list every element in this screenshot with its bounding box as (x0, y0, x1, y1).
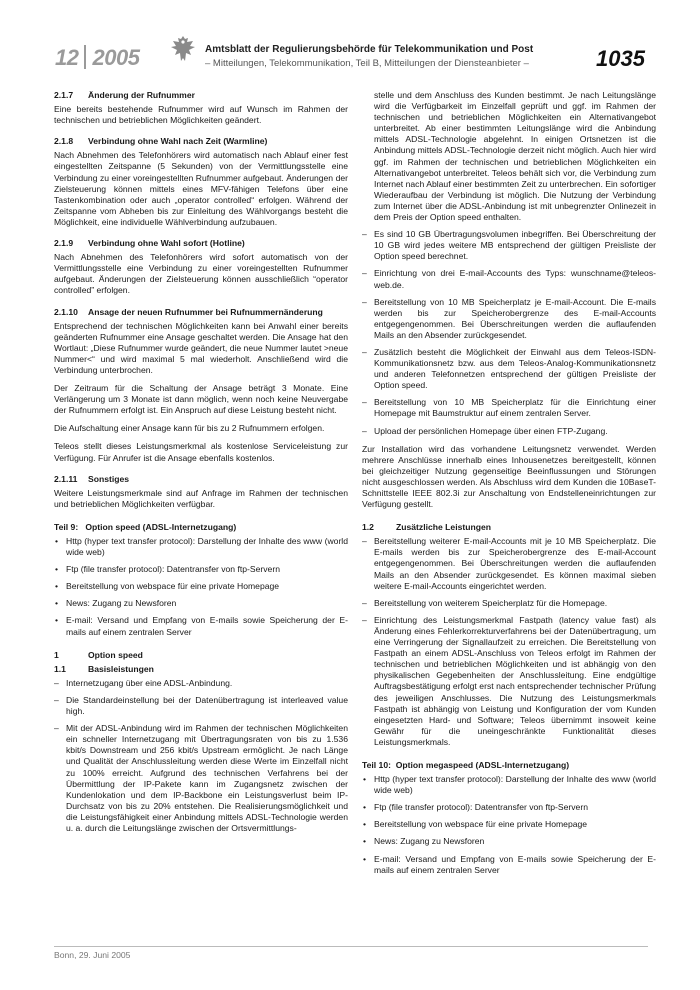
list-item: – Bereitstellung von 10 MB Speicherplatz je E-mail-Account. Die E-mails werden bis zur Speicherobergrenze des E-mail-Accounts entgegengenommen. Bei Überschreitungen werden die auflaufenden Mails an den Absender zurückgesendet. (362, 297, 656, 341)
list-item: • Bereitstellung von webspace für eine private Homepage (362, 819, 656, 830)
list-item: – Internetzugang über eine ADSL-Anbindung. (54, 678, 348, 689)
list-item: – Bereitstellung von 10 MB Speicherplatz für die Einrichtung einer Homepage mit Baumstruktur auf einem zentralen Server. (362, 397, 656, 419)
dash-list (54, 678, 348, 834)
issue-label (55, 45, 139, 71)
section-heading: 2.1.11 Sonstiges (54, 473, 130, 484)
list-item: – Die Standardeinstellung bei der Datenübertragung ist interleaved value high. (54, 695, 348, 717)
list-item: • News: Zugang zu Newsforen (54, 598, 348, 609)
list-item: – Es sind 10 GB Übertragungsvolumen inbegriffen. Bei Überschreitung der 10 GB wird jedes weitere MB entsprechend der gültigen Preisliste der Option speed berechnet. (362, 229, 656, 262)
list-item: • Http (hyper text transfer protocol): Darstellung der Inhalte des www (world wide web) (54, 536, 348, 558)
publication-title: Amtsblatt der Regulierungsbehörde für Telekommunikation und Post (205, 44, 534, 55)
page-number: 1035 (596, 46, 645, 71)
paragraph: Zur Installation wird das vorhandene Leitungsnetz verwendet. Werden mehrere Anschlüsse innerhalb eines Inhousenetzes bereitgestellt, können bei gleichzeitiger Nutzung gegenseitige Beeinflussungen und Störungen nicht ausgeschlossen werden. Als Abschluss wird dem Kunden die 10BaseT-Schnittstelle IEEE 802.3i zur Anschaltung von Endstelleneinrichtungen zur Verfügung gestellt. (362, 443, 656, 510)
paragraph: Der Zeitraum für die Schaltung der Ansage beträgt 3 Monate. Eine Verlängerung um 3 Monate ist dann möglich, wenn noch keine Neuvergabe der Rufnummern erfolgt ist. Ein Anspruch auf diese Leistung besteht nicht. (54, 383, 348, 416)
list-item: – Upload der persönlichen Homepage über einen FTP-Zugang. (362, 426, 656, 437)
part-heading: Teil 9: Option speed (ADSL-Internetzugang) (54, 521, 237, 532)
list-item: • Ftp (file transfer protocol): Datentransfer von ftp-Servern (54, 564, 348, 575)
paragraph: Nach Abnehmen des Telefonhörers wird sofort automatisch von der Vermittlungsstelle eine Verbindung zu einer voreingestellten Rufnummer aufgebaut. Änderungen der Zielsteuerung können ausschließlich “operator controlled” erfolgen. (54, 252, 348, 296)
bullet-list (362, 774, 656, 876)
bullet-list (54, 536, 348, 638)
section-heading: 2.1.9 Verbindung ohne Wahl sofort (Hotline) (54, 238, 245, 249)
section-heading: 2.1.10 Ansage der neuen Rufnummer bei Rufnummernänderung (54, 306, 323, 317)
list-item: – Einrichtung von drei E-mail-Accounts des Typs: wunschname@teleos-web.de. (362, 268, 656, 290)
paragraph: Weitere Leistungsmerkmale sind auf Anfrage im Rahmen der technischen und betrieblichen Möglichkeiten verfügbar. (54, 487, 348, 509)
paragraph: Entsprechend der technischen Möglichkeiten kann bei Anwahl einer bereits geänderten Rufnummer eine Ansage geschaltet werden. Die Ansage hat den Wortlaut: „Diese Rufnummer wurde geändert, die neue Nummer lautet >neue Nummer<“ und wird maximal 5 mal wiederholt. Anschließend wird die Verbindung unterbrochen. (54, 320, 348, 375)
issue-year: 2005 (92, 45, 140, 70)
paragraph: Teleos stellt dieses Leistungsmerkmal als kostenlose Serviceleistung zur Verfügung. Für Anrufer ist die Ansage ebenfalls kostenlos. (54, 441, 348, 463)
section-heading: 1 Option speed (54, 649, 143, 660)
section-heading: 2.1.7 Änderung der Rufnummer (54, 90, 195, 100)
publication-subtitle: – Mitteilungen, Telekommunikation, Teil B, Mitteilungen der Diensteanbieter – (205, 58, 529, 69)
part-heading: Teil 10: Option megaspeed (ADSL-Internetzugang) (362, 759, 570, 770)
list-item: • Bereitstellung von webspace für eine private Homepage (54, 581, 348, 592)
paragraph: Nach Abnehmen des Telefonhörers wird automatisch nach Ablauf einer fest eingestellten Zeitspanne (5 Sekunden) von der Vermittlungsstelle eine Verbindung zu einer voreingestellten Rufnummer aufgebaut. Änderungen der Zielsteuerung können mittels eines MFV-fähigen Telefons über eine Tastenkombination oder auch „operator controlled“ erfolgen. Während der Zeitspanne vom Abheben bis zur Einleitung des Wählvorgangs besteht die Möglichkeit, eine individuelle Wählverbindung aufzubauen. (54, 150, 348, 227)
list-item: – Bereitstellung weiterer E-mail-Accounts mit je 10 MB Speicherplatz. Die E-mails werden bis zur Speicherobergrenze des E-mail-Account entgegengenommen. Bei Überschreitungen werden die auflaufenden Mails an den Absender zurückgesendet. Es können maximal sieben weitere E-mail-Accounts eingerichtet werden. (362, 536, 656, 591)
section-heading: 2.1.8 Verbindung ohne Wahl nach Zeit (Warmline) (54, 136, 268, 147)
list-item: • E-mail: Versand und Empfang von E-mails sowie Speicherung der E-mails auf einem zentralen Server (54, 615, 348, 637)
federal-eagle-icon (170, 34, 196, 64)
list-item: • E-mail: Versand und Empfang von E-mails sowie Speicherung der E-mails auf einem zentralen Server (362, 854, 656, 876)
issue-separator (84, 45, 86, 69)
list-item: • News: Zugang zu Newsforen (362, 836, 656, 847)
paragraph: Eine bereits bestehende Rufnummer wird auf Wunsch im Rahmen der technischen und betrieblichen Möglichkeiten geändert. (54, 104, 348, 126)
issue-number: 12 (55, 45, 79, 70)
list-item: – Bereitstellung von weiterem Speicherplatz für die Homepage. (362, 598, 656, 609)
dash-list (362, 536, 656, 748)
section-heading: 1.2 Zusätzliche Leistungen (362, 522, 492, 533)
footer-date: Bonn, 29. Juni 2005 (54, 950, 131, 960)
section-heading: 1.1 Basisleistungen (54, 663, 154, 674)
left-column (54, 90, 348, 841)
list-item: • Http (hyper text transfer protocol): Darstellung der Inhalte des www (world wide web) (362, 774, 656, 796)
footer-divider (54, 946, 648, 947)
page-header (0, 0, 700, 80)
paragraph: Die Aufschaltung einer Ansage kann für bis zu 2 Rufnummern erfolgen. (54, 423, 325, 434)
list-item: – Mit der ADSL-Anbindung wird im Rahmen der technischen Möglichkeiten ein schneller Internetzugang mit Übertragungsraten von bis zu 1.536 kbit/s Downstream und 256 kbit/s Upstream ermöglicht. Je nach Länge und Qualität der Anschlussleitung werden diese Werte im Einzelfall nicht zu 100% erreicht. Aufgrund des technischen Verfahrens bei der Übermittlung der IP-Pakete kann im Zugangsnetz zwischen der Kundenlokation und dem IP-Backbone ein Leistungsverlust beim IP-Durchsatz von bis zu 20% entstehen. Die Realisierungsmöglichkeit und die Leistungsfähigkeit einer Anbindung mittels ADSL-Technologie werden u. a. durch die Leitungslänge zwischen der Ortsvermittlungs- (54, 723, 348, 834)
right-column (362, 90, 656, 883)
list-item: • Ftp (file transfer protocol): Datentransfer von ftp-Servern (362, 802, 656, 813)
list-item: – Zusätzlich besteht die Möglichkeit der Einwahl aus dem Teleos-ISDN-Kommunikationsnetz bzw. aus dem Teleos-Analog-Kommunikationsnetz und anderen Telefonnetzen entsprechend der gültigen Preisliste der Option speed. (362, 347, 656, 391)
dash-list (362, 90, 656, 437)
list-item: – Einrichtung des Leistungsmerkmal Fastpath (latency value fast) als Änderung eines Fehlerkorrekturverfahrens bei der Datenübertragung, um eine Verringerung der Signallaufzeit zu erreichen. Die Bereitstellung von Fastpath an einem ADSL-Anschluss von Teleos erfolgt im Rahmen der technischen und betrieblichen Möglichkeiten und ist abhängig von den physikalischen Gegebenheiten der Anschlussleitung. Eine endgültige Auftragsbestätigung erfolgt erst nach entsprechender technischer Prüfung des jeweiligen Anschlusses. Die Nutzung des Leistungsmerkmals Fastpath ist abhängig von Leistung und Konfiguration der vom Kunden eingesetzten Hard- und Software; Teleos übernimmt insoweit keine Gewähr für die uneingeschränkte Funktionalität dieses Leistungsmerkmals. (362, 615, 656, 748)
list-item-continuation: stelle und dem Anschluss des Kunden bestimmt. Je nach Leitungslänge wird die Verfügbarkeit im Einzelfall geprüft und ggf. im Rahmen der technischen und betrieblichen Möglichkeiten ein Alternativangebot unterbreitet. Ab einer bestimmten Leitungslänge wird die Anbindung mittels ADSL-Technologie abgelehnt. In einigen Ortsnetzen ist die Anbindung mittels ADSL-Technologie derzeit nicht möglich. Auch hier wird ggf. im Rahmen der technischen und betrieblichen Möglichkeiten ein Alternativangebot unterbreitet. Teleos behält sich vor, die Verbindung zum Internet nach Ablauf einer bestimmten Zeit zu unterbrechen. Ein sofortiger Wiederaufbau der Verbindung ist möglich. Die Nutzung der Verbindung zum Internet über die ADSL-Anbindung ist mit unbegrenzter Onlinezeit in dem Preis der Option speed enthalten. (374, 90, 656, 223)
